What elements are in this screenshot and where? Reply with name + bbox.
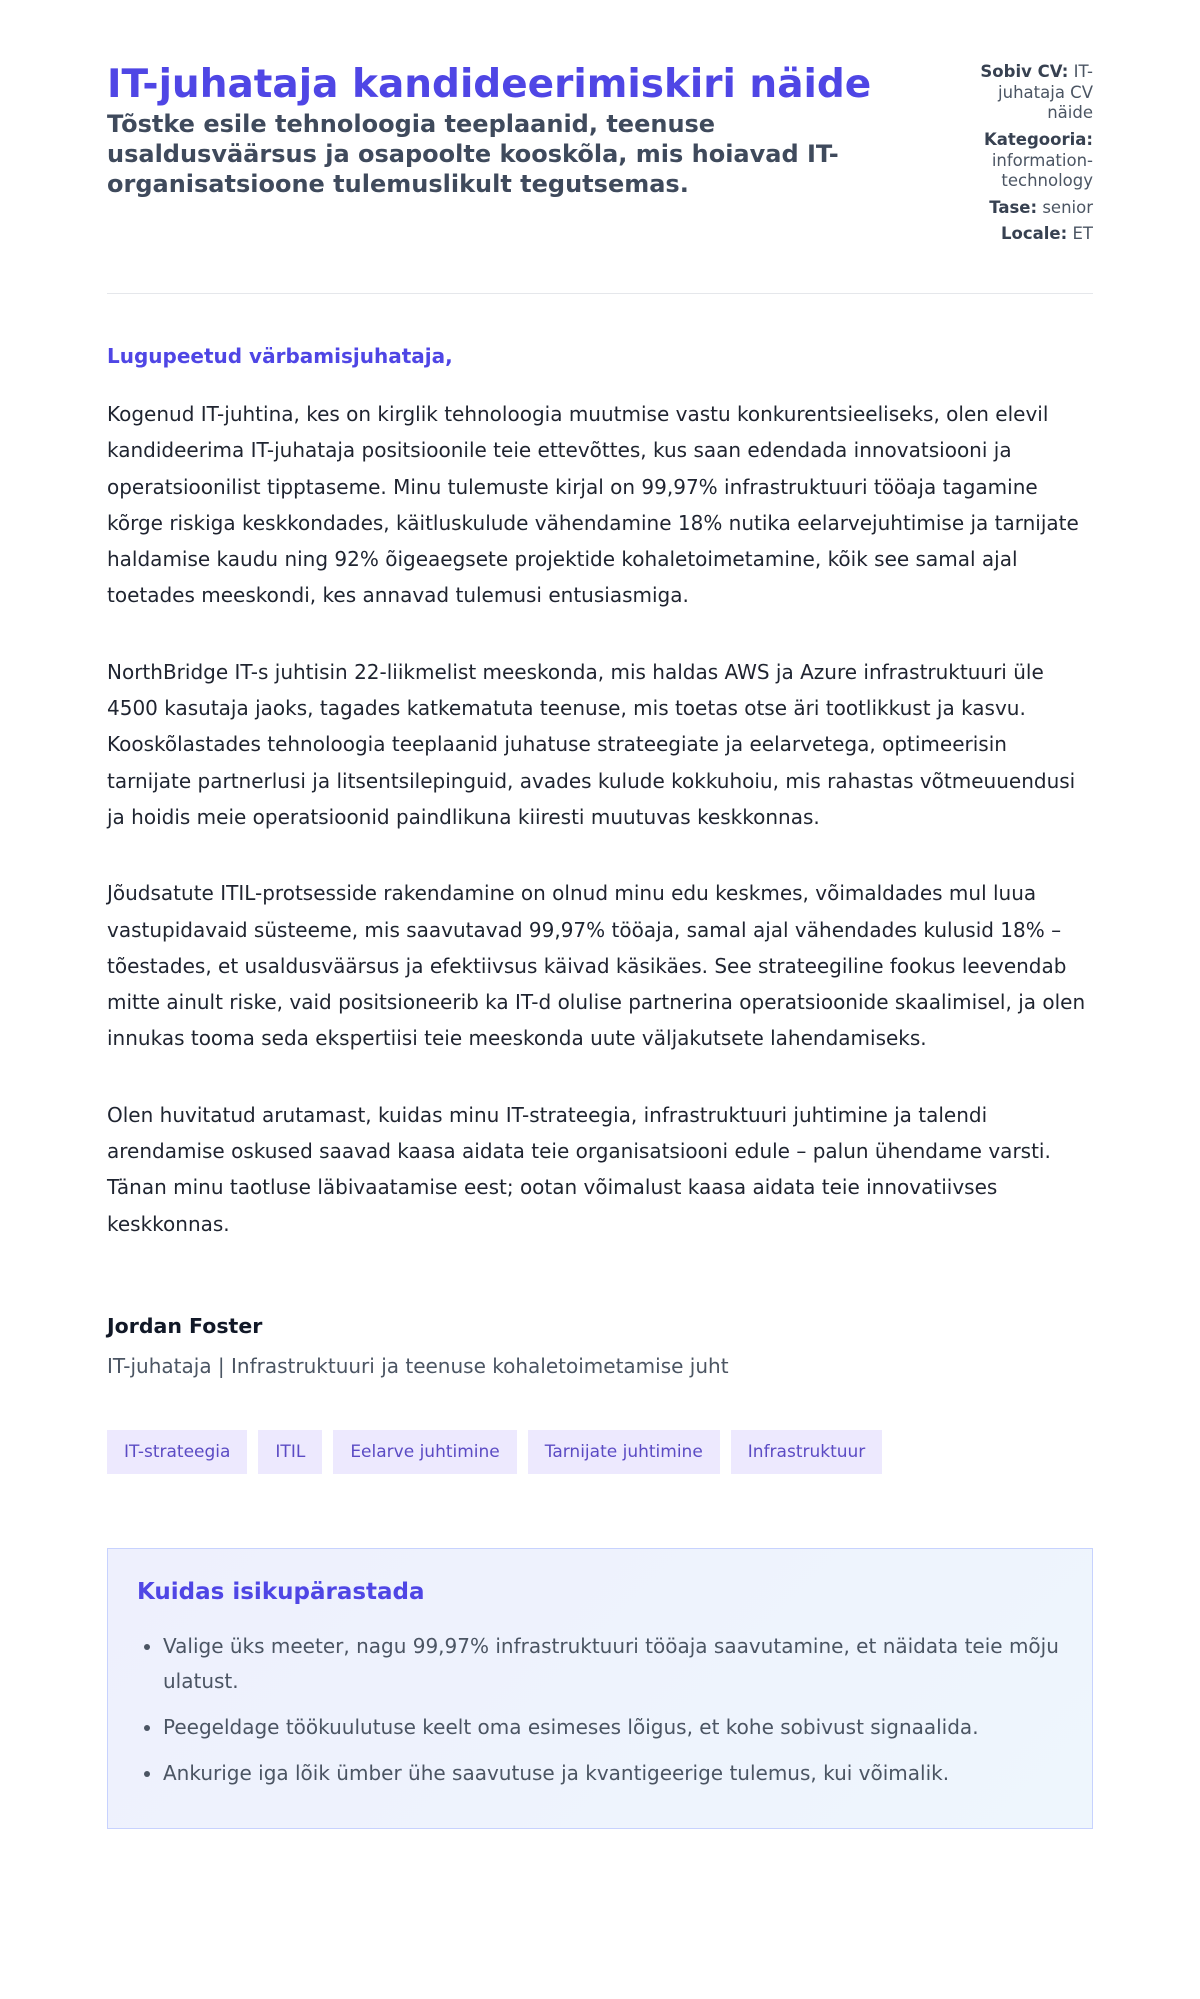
skill-tag: IT-strateegia bbox=[107, 1430, 247, 1474]
skill-tag: Infrastruktuur bbox=[731, 1430, 883, 1474]
letter-paragraph: Jõudsatute ITIL-protsesside rakendamine on olnud minu edu keskmes, võimaldades mul luua vastupidavaid süsteeme, mis saavutavad 99,97% tööaja, samal ajal vähendades kulusid 18% – tõestades, et usaldusväärsus ja efektiivsus käivad käsikäes. See strateegiline fookus leevendab mitte ainult riske, vaid positsioneerib ka IT-d olulise partnerina operatsioonide skaalimisel, ja olen innukas tooma seda ekspertiisi teie meeskonda uute väljakutsete lahendamiseks. bbox=[107, 881, 1086, 1051]
signature-role: IT-juhataja | Infrastruktuuri ja teenuse kohaletoimetamise juht bbox=[107, 1353, 729, 1378]
meta-value: senior bbox=[1042, 197, 1093, 217]
meta-info bbox=[975, 62, 1093, 251]
meta-label: Kategooria: bbox=[983, 129, 1093, 149]
tip-item: • Peegeldage töökuulutuse keelt oma esimeses lõigus, et kohe sobivust signaalida. bbox=[163, 1710, 1063, 1745]
meta-label: Locale: bbox=[1001, 224, 1068, 244]
tips-title: Kuidas isikupärastada bbox=[137, 1578, 425, 1605]
tip-item: • Ankurige iga lõik ümber ühe saavutuse ja kvantigeerige tulemus, kui võimalik. bbox=[163, 1756, 1063, 1791]
personalization-tips bbox=[107, 1548, 1093, 1829]
meta-label: Tase: bbox=[989, 197, 1038, 217]
letter-greeting: Lugupeetud värbamisjuhataja, bbox=[107, 344, 453, 368]
meta-locale bbox=[975, 224, 1093, 245]
page-title: IT-juhataja kandideerimiskiri näide bbox=[107, 62, 872, 107]
tips-list bbox=[137, 1629, 1063, 1791]
meta-category bbox=[975, 130, 1093, 192]
meta-level bbox=[975, 198, 1093, 219]
page-header bbox=[107, 62, 1093, 294]
meta-label: Sobiv CV: bbox=[980, 62, 1069, 81]
letter-paragraph: NorthBridge IT-s juhtisin 22-liikmelist meeskonda, mis haldas AWS ja Azure infrastruktuuri üle 4500 kasutaja jaoks, tagades katkematuta teenuse, mis toetas otse äri tootlikkust ja kasvu. Kooskõlastades tehnoloogia teeplaanid juhatuse strateegiate ja eelarvetega, optimeerisin tarnijate partnerlusi ja litsentsilepinguid, avades kulude kokkuhoiu, mis rahastas võtmeuuendusi ja hoidis meie operatsioonid paindlikuna kiiresti muutuvas keskkonnas. bbox=[107, 659, 1076, 829]
letter-paragraph: Olen huvitatud arutamast, kuidas minu IT-strateegia, infrastruktuuri juhtimine ja talendi arendamise oskused saavad kaasa aidata teie organisatsiooni edule – palun ühendame varsti. Tänan minu taotluse läbivaatamise eest; ootan võimalust kaasa aidata teie innovatiivses keskkonnas. bbox=[107, 1102, 1051, 1236]
skill-tag: Eelarve juhtimine bbox=[333, 1430, 516, 1474]
skill-tags bbox=[107, 1430, 1093, 1474]
signature-name: Jordan Foster bbox=[107, 1313, 263, 1338]
title-block bbox=[107, 62, 897, 199]
meta-value: ET bbox=[1072, 224, 1093, 244]
letter-paragraph: Kogenud IT-juhtina, kes on kirglik tehnoloogia muutmise vastu konkurentsieeliseks, olen elevil kandideerima IT-juhataja positsioonile teie ettevõttes, kus saan edendada innovatsiooni ja operatsioonilist tipptaseme. Minu tulemuste kirjal on 99,97% infrastruktuuri tööaja tagamine kõrge riskiga keskkondades, käitluskulude vähendamine 18% nutika eelarvejuhtimise ja tarnijate haldamise kaudu ning 92% õigeaegsete projektide kohaletoimetamine, kõik see samal ajal toetades meeskondi, kes annavad tulemusi entusiasmiga. bbox=[107, 402, 1079, 608]
skill-tag: ITIL bbox=[258, 1430, 322, 1474]
tip-item: • Valige üks meeter, nagu 99,97% infrastruktuuri tööaja saavutamine, et näidata teie mõju ulatust. bbox=[163, 1629, 1063, 1699]
meta-value: information-technology bbox=[991, 150, 1093, 191]
page-subtitle: Tõstke esile tehnoloogia teeplaanid, teenuse usaldusväärsus ja osapoolte kooskõla, mis hoiavad IT-organisatsioone tulemuslikult tegutsemas. bbox=[107, 109, 839, 198]
meta-value: IT-juhataja CV näide bbox=[998, 62, 1093, 123]
cover-letter-page bbox=[107, 62, 1093, 1829]
skill-tag: Tarnijate juhtimine bbox=[528, 1430, 720, 1474]
meta-matching-cv bbox=[975, 62, 1093, 124]
